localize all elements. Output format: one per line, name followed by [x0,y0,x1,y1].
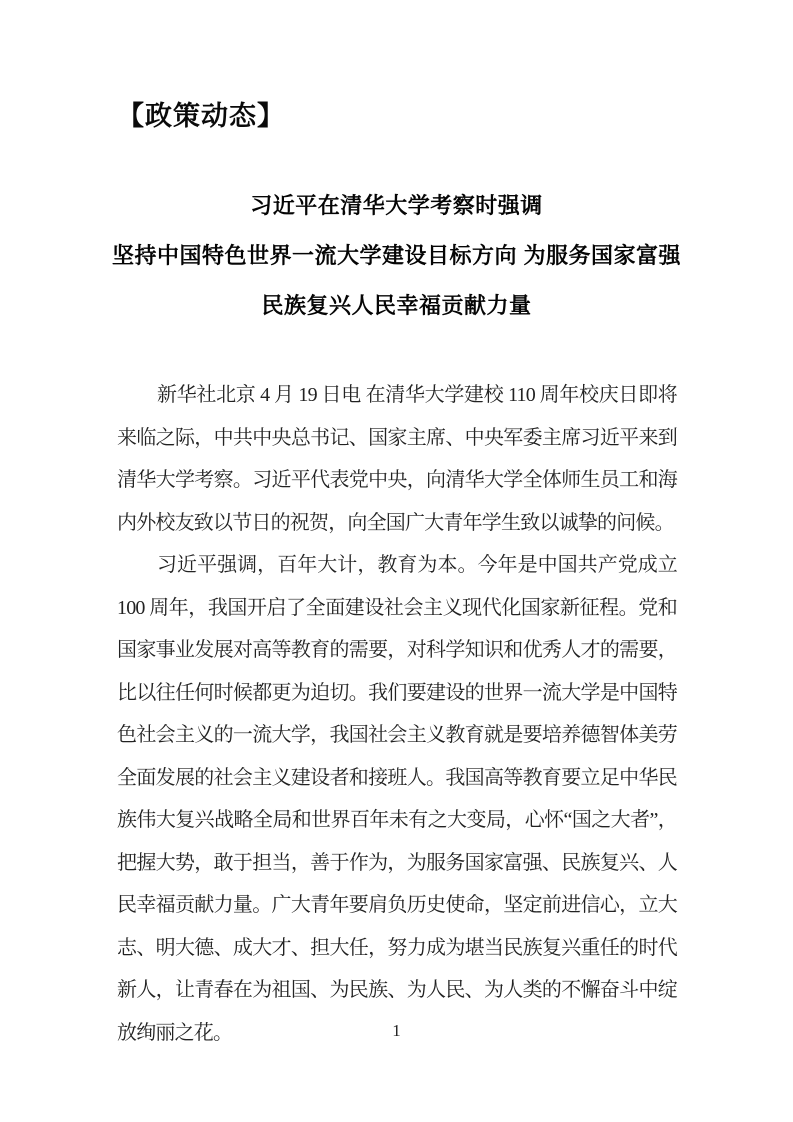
article-title-line-3: 民族复兴人民幸福贡献力量 [261,293,532,318]
section-header: 【政策动态】 [117,101,285,131]
article-title-line-1: 习近平在清华大学考察时强调 [250,193,543,218]
body-paragraph-2: 习近平强调，百年大计，教育为本。今年是中国共产党成立 100 周年，我国开启了全面建设社会主义现代化国家新征程。党和国家事业发展对高等教育的需要，对科学知识和优秀人才的需要，比以往任何时候都更为迫切。我们要建设的世界一流大学是中国特色社会主义的一流大学，我国社会主义教育就是要培养德智体美劳全面发展的社会主义建设者和接班人。我国高等教育要立足中华民族伟大复兴战略全局和世界百年未有之大变局，心怀“国之大者”，把握大势，敢于担当，善于作为，为服务国家富强、民族复兴、人民幸福贡献力量。广大青年要肩负历史使命，坚定前进信心，立大志、明大德、成大才、担大任，努力成为堪当民族复兴重任的时代新人，让青春在为祖国、为民族、为人民、为人类的不懈奋斗中绽放绚丽之花。 [117,554,677,1044]
article-title-line-2: 坚持中国特色世界一流大学建设目标方向 为服务国家富强 [111,243,682,268]
page-number: 1 [392,1021,401,1040]
page-footer [0,1020,793,1042]
body-paragraph-1: 新华社北京 4 月 19 日电 在清华大学建校 110 周年校庆日即将来临之际，中共中央总书记、国家主席、中央军委主席习近平来到清华大学考察。习近平代表党中央，向清华大学全体师生员工和海内外校友致以节日的祝贺，向全国广大青年学生致以诚挚的问候。 [117,384,677,534]
article-body [117,374,677,1054]
article-title [40,181,753,331]
